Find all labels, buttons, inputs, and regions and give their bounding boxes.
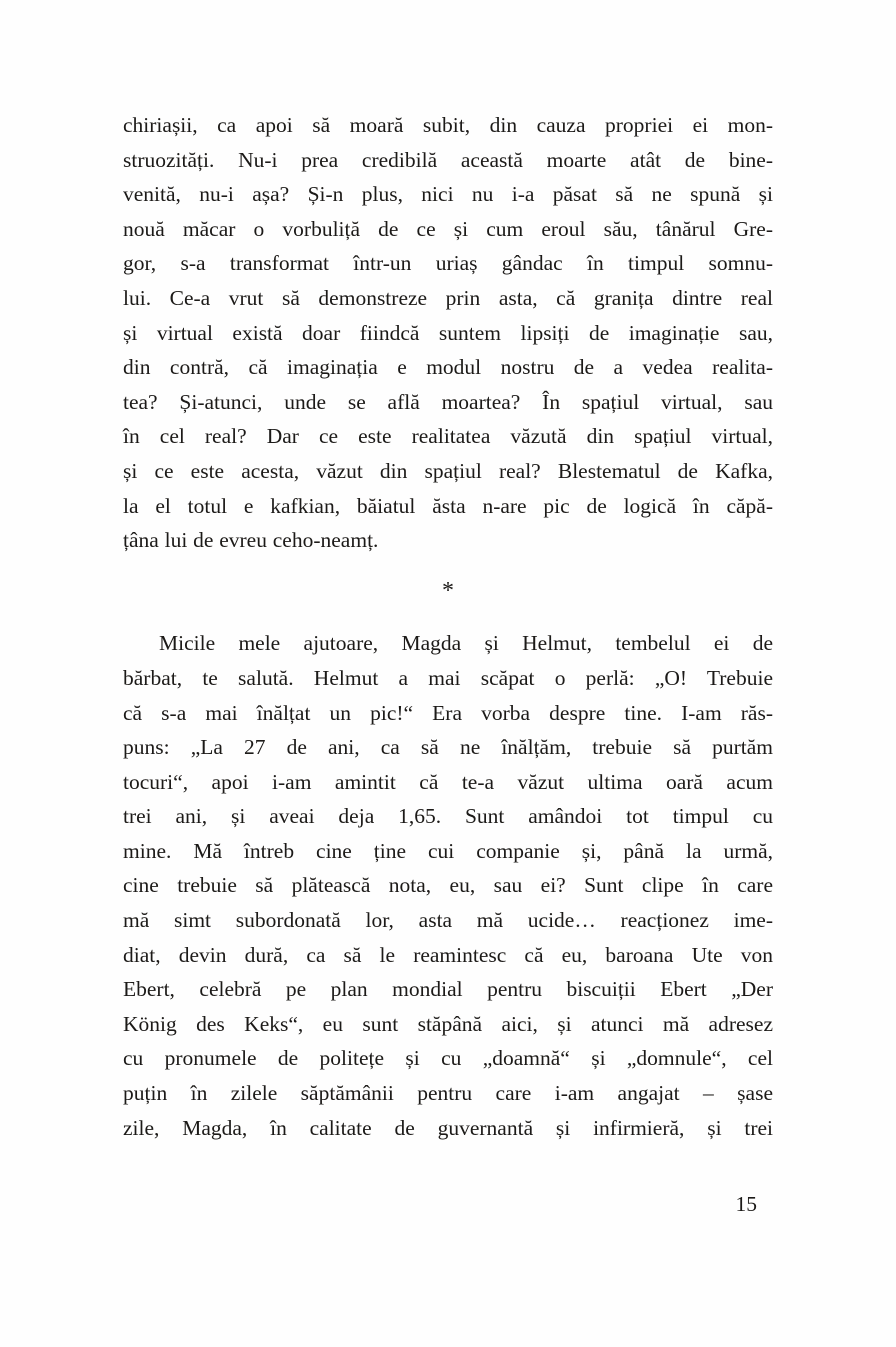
text-line: cu pronumele de politețe și cu „doamnă“ și „domnule“, cel <box>123 1046 773 1071</box>
text-line: mă simt subordonată lor, asta mă ucide… reacționez ime- <box>123 908 773 933</box>
text-line: în cel real? Dar ce este realitatea văzută din spațiul virtual, <box>123 424 773 449</box>
text-line: Ebert, celebră pe plan mondial pentru biscuiții Ebert „Der <box>123 977 773 1002</box>
section-separator: * <box>442 577 454 604</box>
text-line: la el totul e kafkian, băiatul ăsta n-are pic de logică în căpă- <box>123 493 773 518</box>
text-line: și ce este acesta, văzut din spațiul real? Blestematul de Kafka, <box>123 458 773 483</box>
text-line: chiriașii, ca apoi să moară subit, din cauza propriei ei mon- <box>123 113 773 137</box>
text-line: bărbat, te salută. Helmut a mai scăpat o perlă: „O! Trebuie <box>123 665 773 690</box>
text-line: venită, nu-i așa? Și-n plus, nici nu i-a păsat să ne spună și <box>123 182 773 207</box>
text-line: țâna lui de evreu ceho-neamț. <box>123 528 379 553</box>
text-line: gor, s-a transformat într-un uriaș gândac în timpul somnu- <box>123 251 773 276</box>
text-line: nouă măcar o vorbuliță de ce și cum eroul său, tânărul Gre- <box>123 216 773 241</box>
page-number: 15 <box>735 1192 757 1217</box>
text-line: și virtual există doar fiindcă suntem lipsiți de imaginație sau, <box>123 320 773 345</box>
text-line: zile, Magda, în calitate de guvernantă și infirmieră, și trei <box>123 1115 773 1140</box>
text-block <box>123 108 773 1219</box>
text-line: puns: „La 27 de ani, ca să ne înălțăm, trebuie să purtăm <box>123 735 773 760</box>
text-line: tea? Și-atunci, unde se află moartea? În spațiul virtual, sau <box>123 389 773 414</box>
text-line: cine trebuie să plătească nota, eu, sau ei? Sunt clipe în care <box>123 873 773 898</box>
text-line: trei ani, și aveai deja 1,65. Sunt amândoi tot timpul cu <box>123 804 773 829</box>
text-line: că s-a mai înălțat un pic!“ Era vorba despre tine. I-am răs- <box>123 700 773 725</box>
text-line: König des Keks“, eu sunt stăpână aici, și atunci mă adresez <box>123 1011 773 1036</box>
text-line: tocuri“, apoi i-am amintit că te-a văzut ultima oară acum <box>123 769 773 794</box>
text-line: diat, devin dură, ca să le reamintesc că eu, baroana Ute von <box>123 942 773 967</box>
text-line: struozități. Nu-i prea credibilă această moarte atât de bine- <box>123 147 773 172</box>
text-line: din contră, că imaginația e modul nostru de a vedea realita- <box>123 355 773 380</box>
text-line: Micile mele ajutoare, Magda și Helmut, tembelul ei de <box>159 631 773 656</box>
text-line: puțin în zilele săptămânii pentru care i-am angajat – șase <box>123 1081 773 1106</box>
text-line: lui. Ce-a vrut să demonstreze prin asta, că granița dintre real <box>123 285 773 310</box>
paragraph-2 <box>123 626 773 1145</box>
text-line: mine. Mă întreb cine ține cui companie și, până la urmă, <box>123 838 773 863</box>
paragraph-1 <box>123 108 773 558</box>
